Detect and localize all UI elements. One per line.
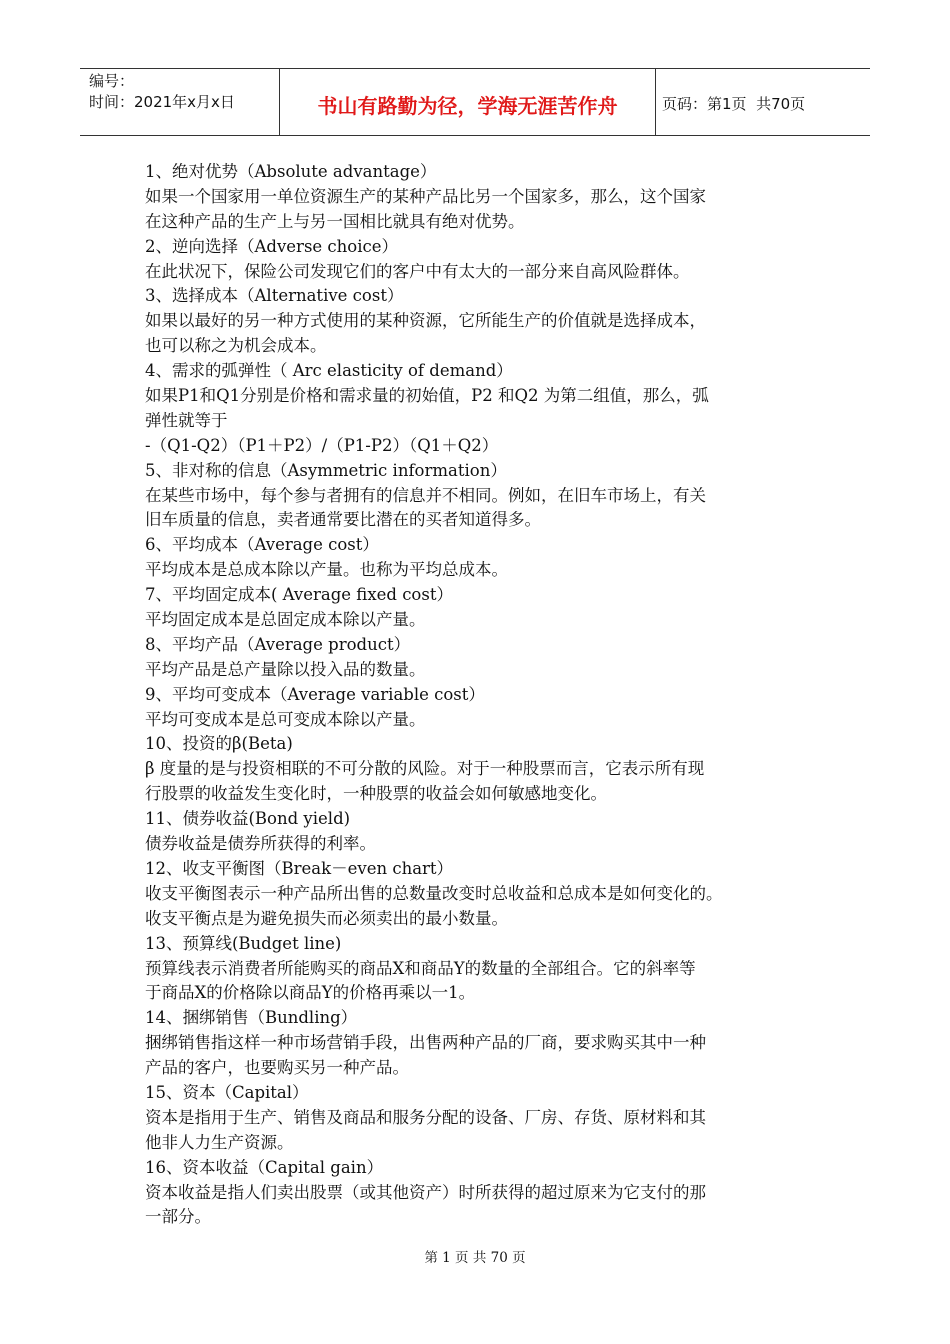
text-line: 3、选择成本（Alternative cost）	[145, 286, 404, 306]
text-line: 如果一个国家用一单位资源生产的某种产品比另一个国家多，那么，这个国家	[145, 186, 706, 206]
text-line: 旧车质量的信息，卖者通常要比潜在的买者知道得多。	[145, 510, 541, 530]
text-line: 平均固定成本是总固定成本除以产量。	[145, 610, 426, 630]
text-line: -（Q1-Q2）（P1＋P2）/（P1-P2）（Q1＋Q2）	[145, 435, 499, 455]
text-line: 在这种产品的生产上与另一国相比就具有绝对优势。	[145, 211, 525, 231]
text-line: 11、债券收益(Bond yield)	[145, 809, 351, 829]
document-body	[145, 160, 810, 1230]
text-line: 资本收益是指人们卖出股票（或其他资产）时所获得的超过原来为它支付的那	[145, 1182, 706, 1202]
text-line: 平均成本是总成本除以产量。也称为平均总成本。	[145, 560, 508, 580]
text-line: 15、资本（Capital）	[145, 1082, 309, 1102]
text-line: 收支平衡图表示一种产品所出售的总数量改变时总收益和总成本是如何变化的。	[145, 883, 723, 903]
text-line: 8、平均产品（Average product）	[145, 634, 411, 654]
text-line: 6、平均成本（Average cost）	[145, 535, 379, 555]
text-line: 5、非对称的信息（Asymmetric information）	[145, 460, 507, 480]
text-line: 债券收益是债券所获得的利率。	[145, 834, 376, 854]
text-line: 产品的客户，也要购买另一种产品。	[145, 1058, 409, 1078]
page-footer: 第 1 页 共 70 页	[424, 1250, 526, 1266]
text-line: 在某些市场中，每个参与者拥有的信息并不相同。例如，在旧车市场上，有关	[145, 485, 706, 505]
text-line: 1、绝对优势（Absolute advantage）	[145, 162, 437, 181]
text-line: 捆绑销售指这样一种市场营销手段，出售两种产品的厂商，要求购买其中一种	[145, 1033, 706, 1053]
header-page-info: 页码：第1页 共70页	[662, 94, 806, 113]
text-line: 资本是指用于生产、销售及商品和服务分配的设备、厂房、存货、原材料和其	[145, 1107, 706, 1127]
header-motto-cell	[280, 69, 656, 135]
text-line: 4、需求的弧弹性（ Arc elasticity of demand）	[145, 361, 513, 381]
text-line: 14、捆绑销售（Bundling）	[145, 1008, 358, 1028]
text-line: 在此状况下，保险公司发现它们的客户中有太大的一部分来自高风险群体。	[145, 261, 690, 281]
header-motto: 书山有路勤为径，学海无涯苦作舟	[317, 93, 618, 118]
page-header	[80, 68, 870, 136]
text-line: 弹性就等于	[145, 410, 228, 430]
text-line: 7、平均固定成本( Average fixed cost）	[145, 585, 453, 605]
text-line: 行股票的收益发生变化时，一种股票的收益会如何敏感地变化。	[145, 784, 607, 804]
text-line: 预算线表示消费者所能购买的商品X和商品Y的数量的全部组合。它的斜率等	[145, 958, 696, 978]
text-line: 2、逆向选择（Adverse choice）	[145, 236, 399, 256]
text-line: 如果以最好的另一种方式使用的某种资源，它所能生产的价值就是选择成本，	[145, 311, 706, 331]
text-line: 10、投资的β(Beta)	[145, 734, 293, 754]
text-line: 12、收支平衡图（Break－even chart）	[145, 858, 454, 878]
text-line: 一部分。	[145, 1207, 211, 1227]
text-line: 16、资本收益（Capital gain）	[145, 1157, 384, 1177]
text-line: 平均可变成本是总可变成本除以产量。	[145, 709, 426, 729]
text-line: 平均产品是总产量除以投入品的数量。	[145, 659, 426, 679]
header-page-cell	[656, 69, 870, 135]
text-line: β 度量的是与投资相联的不可分散的风险。对于一种股票而言，它表示所有现	[145, 759, 705, 779]
header-number-label: 编号：	[89, 72, 135, 90]
text-line: 于商品X的价格除以商品Y的价格再乘以一1。	[145, 983, 476, 1003]
text-line: 收支平衡点是为避免损失而必须卖出的最小数量。	[145, 908, 508, 928]
text-line: 13、预算线(Budget line)	[145, 933, 342, 953]
header-time-label: 时间：2021年x月x日	[89, 93, 235, 111]
text-line: 9、平均可变成本（Average variable cost）	[145, 684, 485, 704]
header-meta	[80, 69, 280, 135]
text-line: 也可以称之为机会成本。	[145, 336, 327, 356]
text-line: 他非人力生产资源。	[145, 1132, 294, 1152]
text-line: 如果P1和Q1分别是价格和需求量的初始值，P2 和Q2 为第二组值，那么，弧	[145, 386, 709, 406]
